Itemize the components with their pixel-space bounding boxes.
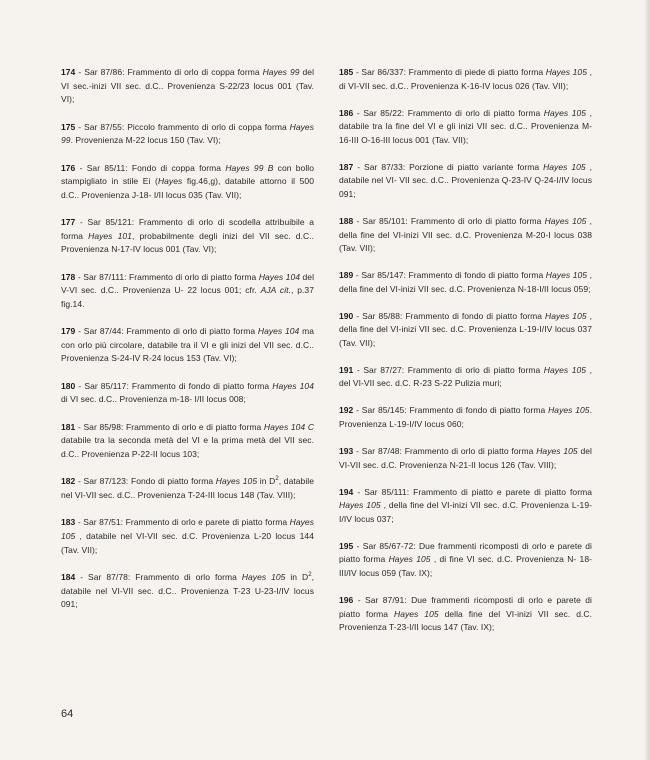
entry-text: - Sar 85/145: Frammento di fondo di piatto forma	[353, 405, 549, 416]
entry-form-name: Hayes 105	[543, 161, 586, 172]
catalogue-entry	[339, 540, 592, 581]
entry-text: , di fine VI sec. d.C. Provenienza N- 18-III/IV locus 059 (Tav. IX);	[339, 554, 592, 578]
entry-superscript: 2	[275, 476, 279, 483]
entry-form-name: Hayes 105	[388, 554, 431, 565]
entry-form-name: Hayes 105	[241, 572, 286, 582]
entry-number: 183	[61, 517, 76, 528]
entry-text: del VI-VII sec. d.C. Provenienza N-21-II locus 126 (Tav. VIII);	[339, 446, 592, 470]
entry-text: , p.37 fig.14.	[61, 285, 314, 309]
entry-number: 195	[339, 540, 354, 551]
entry-number: 182	[61, 476, 76, 487]
entry-number: 185	[339, 67, 354, 77]
entry-text: - Sar 87/111: Frammento di orlo di piatto forma	[75, 271, 259, 282]
catalogue-entry	[339, 364, 592, 391]
entry-text: della fine del VI-inizi VII sec. d.C. Provenienza T-23-I/II locus 147 (Tav. IX);	[339, 608, 592, 633]
entry-text: del VI sec.-inizi VII sec. d.C.. Provenienza S-22/23 locus 001 (Tav. VI);	[61, 67, 315, 105]
entry-text: con bollo stampigliato in stile Ei (	[61, 162, 314, 187]
entry-number: 180	[61, 380, 76, 391]
entry-text: - Sar 87/48: Frammento di orlo di piatto forma	[353, 446, 537, 456]
entry-form-name: AJA cit.	[260, 285, 291, 296]
entry-form-name: Hayes 101	[88, 230, 132, 241]
entry-text: ma con orlo più circolare, databile tra il VI e gli inizi del VII sec. d.C.. Provenienza S-24-IV R-24 locus 153 (Tav. VI);	[61, 326, 314, 364]
entry-form-name: Hayes 104	[257, 326, 300, 337]
catalogue-entry	[61, 162, 314, 203]
catalogue-entry	[61, 571, 314, 612]
catalogue-entry	[339, 161, 592, 202]
entry-text: - Sar 87/55: Piccolo frammento di orlo di coppa forma	[75, 121, 290, 132]
catalogue-entry	[61, 421, 314, 462]
entry-number: 188	[339, 215, 354, 226]
catalogue-entry	[339, 486, 592, 527]
entry-form-name: Hayes 105	[339, 500, 381, 511]
entry-text: - Sar 87/27: Frammento di orlo di piatto forma	[353, 364, 544, 375]
catalogue-entry	[339, 404, 592, 431]
entry-text: - Sar 85/121: Frammento di orlo di scodella attribuibile a forma	[61, 217, 314, 241]
entry-form-name: Hayes 104	[272, 380, 314, 391]
entry-form-name: Hayes 105	[543, 107, 587, 118]
entry-form-name: Hayes 105	[394, 608, 439, 619]
catalogue-entry	[61, 516, 314, 557]
entry-form-name: Hayes 105	[545, 67, 587, 77]
entry-number: 178	[61, 271, 76, 282]
catalogue-entry	[61, 271, 314, 312]
entry-text: , probabilmente degli inizi del VII sec. d.C.. Provenienza N-17-IV locus 001 (Tav. VI);	[61, 230, 315, 255]
entry-number: 187	[339, 161, 354, 172]
catalogue-entry	[339, 445, 592, 472]
entry-text: - Sar 87/51: Frammento di orlo e parete di piatto forma	[75, 517, 290, 528]
entry-text: - Sar 85/11: Fondo di coppa forma	[75, 162, 226, 173]
entry-text: in D	[257, 476, 276, 487]
entry-number: 179	[61, 326, 76, 337]
entry-text: databile tra la seconda metà del VI e la prima metà del VII sec. d.C.. Provenienza P-22-II locus 103;	[61, 435, 314, 460]
entry-text: - Sar 87/78: Frammento di orlo forma	[75, 572, 242, 582]
entry-text: di VI sec. d.C.. Provenienza m-18- I/II locus 008;	[61, 394, 246, 405]
entry-text: , databile nel VI- VII sec. d.C.. Provenienza Q-23-IV Q-24-I/IV locus 091;	[339, 161, 592, 199]
entry-number: 181	[61, 421, 76, 432]
entry-text: , della fine del VI-inizi VII sec. d.C. Provenienza M-20-I locus 038 (Tav. VII);	[339, 215, 592, 254]
catalogue-entry	[61, 121, 314, 148]
entry-text: - Sar 85/111: Frammento di piatto e parete di piatto forma	[353, 486, 592, 497]
entry-number: 176	[61, 162, 76, 173]
entry-text: - Sar 87/91: Due frammenti ricomposti di orlo e parete di piatto forma	[339, 594, 592, 619]
entry-text: - Sar 85/88: Frammento di fondo di piatto forma	[353, 310, 545, 321]
right-column	[339, 66, 592, 635]
entry-form-name: Hayes 105	[544, 215, 587, 226]
entry-form-name: Hayes	[157, 176, 183, 187]
entry-form-name: Hayes 104	[258, 271, 301, 282]
entry-text: - Sar 87/123: Fondo di piatto forma	[75, 476, 216, 487]
entry-text: - Sar 87/86: Frammento di orlo di coppa forma	[75, 67, 263, 77]
entry-number: 194	[339, 486, 354, 497]
catalogue-entry	[61, 475, 314, 502]
entry-text: - Sar 85/147: Frammento di fondo di piatto forma	[353, 270, 546, 281]
entry-superscript: 2	[308, 572, 312, 578]
entry-form-name: Hayes 105	[543, 364, 587, 375]
entry-text: in D	[285, 572, 309, 582]
entry-text: - Sar 85/22: Frammento di orlo di piatto forma	[353, 107, 544, 118]
entry-text: - Sar 86/337: Frammento di piede di piatto forma	[353, 67, 546, 77]
catalogue-entry	[61, 325, 314, 366]
entry-text: . Provenienza M-22 locus 150 (Tav. VI);	[70, 135, 221, 146]
catalogue-entry	[339, 66, 592, 93]
entry-number: 193	[339, 446, 354, 456]
entry-number: 177	[61, 217, 76, 228]
entry-number: 190	[339, 310, 354, 321]
entry-form-name: Hayes 105	[61, 517, 314, 542]
catalogue-entry	[339, 107, 592, 148]
entry-text: , di VI-VII sec. d.C.. Provenienza K-16-IV locus 026 (Tav. VII);	[339, 67, 593, 91]
entry-number: 184	[61, 572, 76, 582]
entry-text: , della fine del VI-inizi VII sec. d.C. Provenienza N-18-I/II locus 059;	[339, 270, 592, 294]
entry-text: - Sar 87/33: Porzione di piatto variante forma	[353, 161, 544, 172]
entry-text: - Sar 85/101: Frammento di orlo di piatto forma	[353, 215, 545, 226]
entry-form-name: Hayes 99	[262, 67, 300, 77]
catalogue-entry	[61, 216, 314, 257]
entry-text: , databile nel VI-VII sec. d.C.. Provenienza T-23 U-23-I/IV locus 091;	[61, 572, 314, 610]
entry-text: , databile nel VI-VII sec. d.C.. Provenienza T-24-III locus 148 (Tav. VIII);	[61, 476, 314, 501]
entry-form-name: Hayes 99	[61, 121, 314, 146]
entry-text: - Sar 85/67-72: Due frammenti ricomposti di orlo e parete di piatto forma	[339, 540, 592, 565]
entry-number: 192	[339, 405, 354, 416]
left-column	[61, 66, 314, 612]
entry-number: 186	[339, 107, 354, 118]
catalogue-entry	[339, 310, 592, 351]
catalogue-entry	[339, 269, 592, 296]
entry-text: , della fine del VI-inizi VII sec. d.C. Provenienza L-19-I/IV locus 037;	[339, 500, 592, 524]
entry-text: , databile nel VI-VII sec. d.C. Provenienza L-20 locus 144 (Tav. VII);	[61, 531, 314, 555]
catalogue-entry	[61, 380, 314, 407]
entry-form-name: Hayes 105	[548, 405, 590, 416]
entry-form-name: Hayes 104 C	[263, 421, 315, 432]
entry-text: del V-VI sec. d.C.. Provenienza U- 22 locus 001; cfr.	[61, 271, 315, 296]
entry-text: - Sar 85/98: Frammento di orlo e di piatto forma	[75, 421, 264, 432]
entry-number: 189	[339, 270, 354, 281]
entry-text: , della fine del VI-inizi VII sec. d.C. Provenienza L-19-I/IV locus 037 (Tav. VII);	[339, 310, 593, 348]
catalogue-entry	[339, 594, 592, 635]
entry-text: fig.46,g), databile attorno il 500 d.C.. Provenienza J-18- I/II locus 035 (Tav. VII);	[61, 176, 314, 200]
entry-number: 196	[339, 594, 354, 605]
entry-form-name: Hayes 105	[545, 270, 588, 281]
entry-text: , del VI-VII sec. d.C. R-23 S-22 Pulizia muri;	[339, 364, 592, 389]
entry-form-name: Hayes 99 B	[225, 162, 274, 173]
entry-text: - Sar 87/44: Frammento di orlo di piatto forma	[75, 326, 258, 337]
entry-number: 175	[61, 121, 76, 132]
entry-form-name: Hayes 105	[545, 310, 587, 321]
catalogue-entry	[61, 66, 314, 107]
entry-form-name: Hayes 105	[215, 476, 258, 487]
entry-text: . Provenienza L-19-I/IV locus 060;	[339, 405, 592, 430]
entry-number: 191	[339, 364, 354, 375]
book-spine-shadow	[644, 0, 650, 760]
catalogue-entry	[339, 215, 592, 256]
page-number: 64	[61, 708, 74, 720]
entry-text: - Sar 85/117: Frammento di fondo di piatto forma	[75, 380, 273, 391]
entry-text: , databile tra la fine del VI e gli inizi VII sec. d.C.. Provenienza M-16-III O-16-III locus 001 (Tav. VII);	[339, 107, 592, 145]
entry-number: 174	[61, 67, 76, 77]
entry-form-name: Hayes 105	[536, 446, 578, 456]
